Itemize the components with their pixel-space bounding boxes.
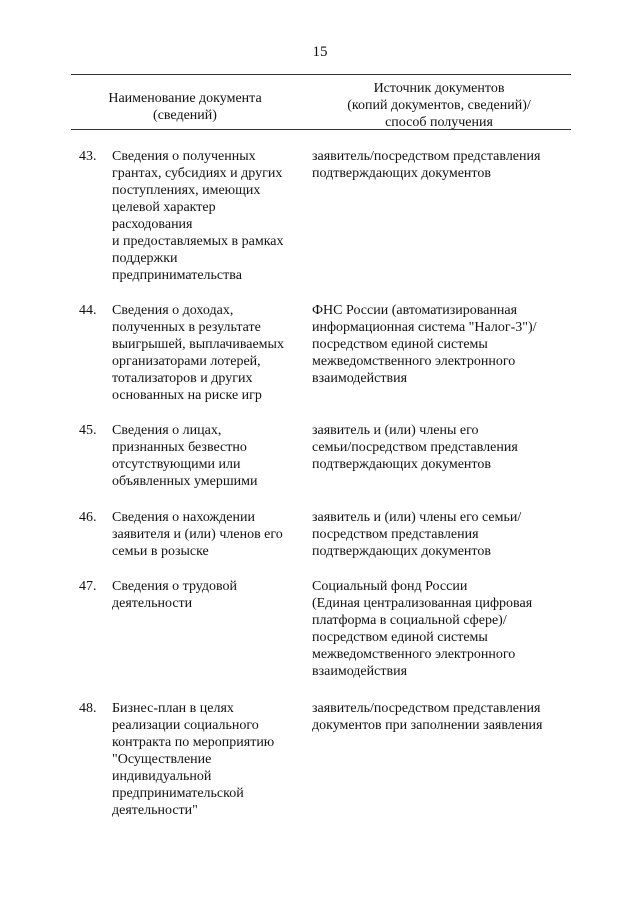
document-source-cell: [312, 509, 568, 560]
cell-line: (Единая централизованная цифровая: [312, 596, 533, 611]
page-number: 15: [312, 44, 328, 60]
cell-line: поступлениях, имеющих: [112, 183, 261, 198]
cell-line: деятельности: [112, 596, 193, 611]
table-row: [0, 578, 640, 700]
cell-line: и предоставляемых в рамках: [112, 234, 284, 249]
cell-line: Сведения о доходах,: [112, 303, 234, 318]
document-source-cell: [312, 700, 568, 734]
cell-line: признанных безвестно: [112, 440, 247, 455]
row-number: 46.: [79, 510, 97, 525]
cell-line: заявителя и (или) членов его: [112, 527, 283, 542]
cell-line: полученных в результате: [112, 320, 261, 335]
cell-line: Сведения о трудовой: [112, 579, 238, 594]
document-name-cell: [112, 422, 308, 490]
cell-line: отсутствующими или: [112, 457, 241, 472]
cell-line: межведомственного электронного: [312, 354, 516, 369]
cell-line: посредством единой системы: [312, 337, 488, 352]
column-header-document-source: [308, 80, 570, 131]
cell-line: межведомственного электронного: [312, 647, 516, 662]
table-header-top-rule: [71, 74, 571, 75]
column-header-document-name: [92, 90, 278, 124]
column-header-line: Источник документов: [373, 81, 505, 96]
table-row: [0, 302, 640, 422]
document-name-cell: [112, 578, 308, 612]
cell-line: целевой характер: [112, 200, 216, 215]
document-source-cell: [312, 578, 568, 680]
cell-line: деятельности": [112, 803, 198, 818]
cell-line: тотализаторов и других: [112, 371, 253, 386]
cell-line: индивидуальной: [112, 769, 212, 784]
cell-line: поддержки: [112, 251, 178, 266]
cell-line: взаимодействия: [312, 664, 408, 679]
table-row: [0, 509, 640, 578]
table-row: [0, 422, 640, 509]
cell-line: выигрышей, выплачиваемых: [112, 337, 284, 352]
cell-line: грантах, субсидиях и других: [112, 166, 283, 181]
cell-line: основанных на риске игр: [112, 388, 262, 403]
cell-line: платформа в социальной сфере)/: [312, 613, 507, 628]
cell-line: заявитель и (или) члены его: [312, 423, 479, 438]
cell-line: заявитель/посредством представления: [312, 149, 541, 164]
cell-line: контракта по мероприятию: [112, 735, 275, 750]
table-header-bottom-rule: [71, 129, 571, 130]
cell-line: информационная система "Налог-3")/: [312, 320, 537, 335]
cell-line: организаторами лотерей,: [112, 354, 261, 369]
document-name-cell: [112, 509, 308, 560]
cell-line: подтверждающих документов: [312, 544, 491, 559]
cell-line: предпринимательства: [112, 268, 242, 283]
document-source-cell: [312, 302, 568, 387]
cell-line: Сведения о полученных: [112, 149, 256, 164]
table-row: [0, 148, 640, 302]
document-name-cell: [112, 302, 308, 404]
column-header-line: способ получения: [385, 115, 493, 130]
cell-line: документов при заполнении заявления: [312, 718, 543, 733]
cell-line: подтверждающих документов: [312, 166, 491, 181]
cell-line: заявитель/посредством представления: [312, 701, 541, 716]
document-source-cell: [312, 148, 568, 182]
cell-line: заявитель и (или) члены его семьи/: [312, 510, 522, 525]
column-header-line: (сведений): [153, 108, 217, 123]
cell-line: предпринимательской: [112, 786, 244, 801]
row-number: 47.: [79, 579, 97, 594]
cell-line: объявленных умершими: [112, 474, 258, 489]
row-number: 43.: [79, 149, 97, 164]
cell-line: Бизнес-план в целях: [112, 701, 234, 716]
table-row: [0, 700, 640, 830]
cell-line: "Осуществление: [112, 752, 212, 767]
column-header-line: (копий документов, сведений)/: [347, 98, 531, 113]
row-number: 44.: [79, 303, 97, 318]
row-number: 45.: [79, 423, 97, 438]
cell-line: посредством представления: [312, 527, 479, 542]
table-body: [0, 148, 640, 830]
cell-line: Социальный фонд России: [312, 579, 468, 594]
row-number: 48.: [79, 701, 97, 716]
cell-line: реализации социального: [112, 718, 259, 733]
cell-line: семьи/посредством представления: [312, 440, 518, 455]
document-name-cell: [112, 700, 308, 819]
document-source-cell: [312, 422, 568, 473]
cell-line: Сведения о нахождении: [112, 510, 255, 525]
cell-line: посредством единой системы: [312, 630, 488, 645]
cell-line: расходования: [112, 217, 193, 232]
column-header-line: Наименование документа: [108, 91, 262, 106]
cell-line: ФНС России (автоматизированная: [312, 303, 518, 318]
document-name-cell: [112, 148, 308, 284]
cell-line: семьи в розыске: [112, 544, 209, 559]
cell-line: Сведения о лицах,: [112, 423, 222, 438]
cell-line: взаимодействия: [312, 371, 408, 386]
cell-line: подтверждающих документов: [312, 457, 491, 472]
